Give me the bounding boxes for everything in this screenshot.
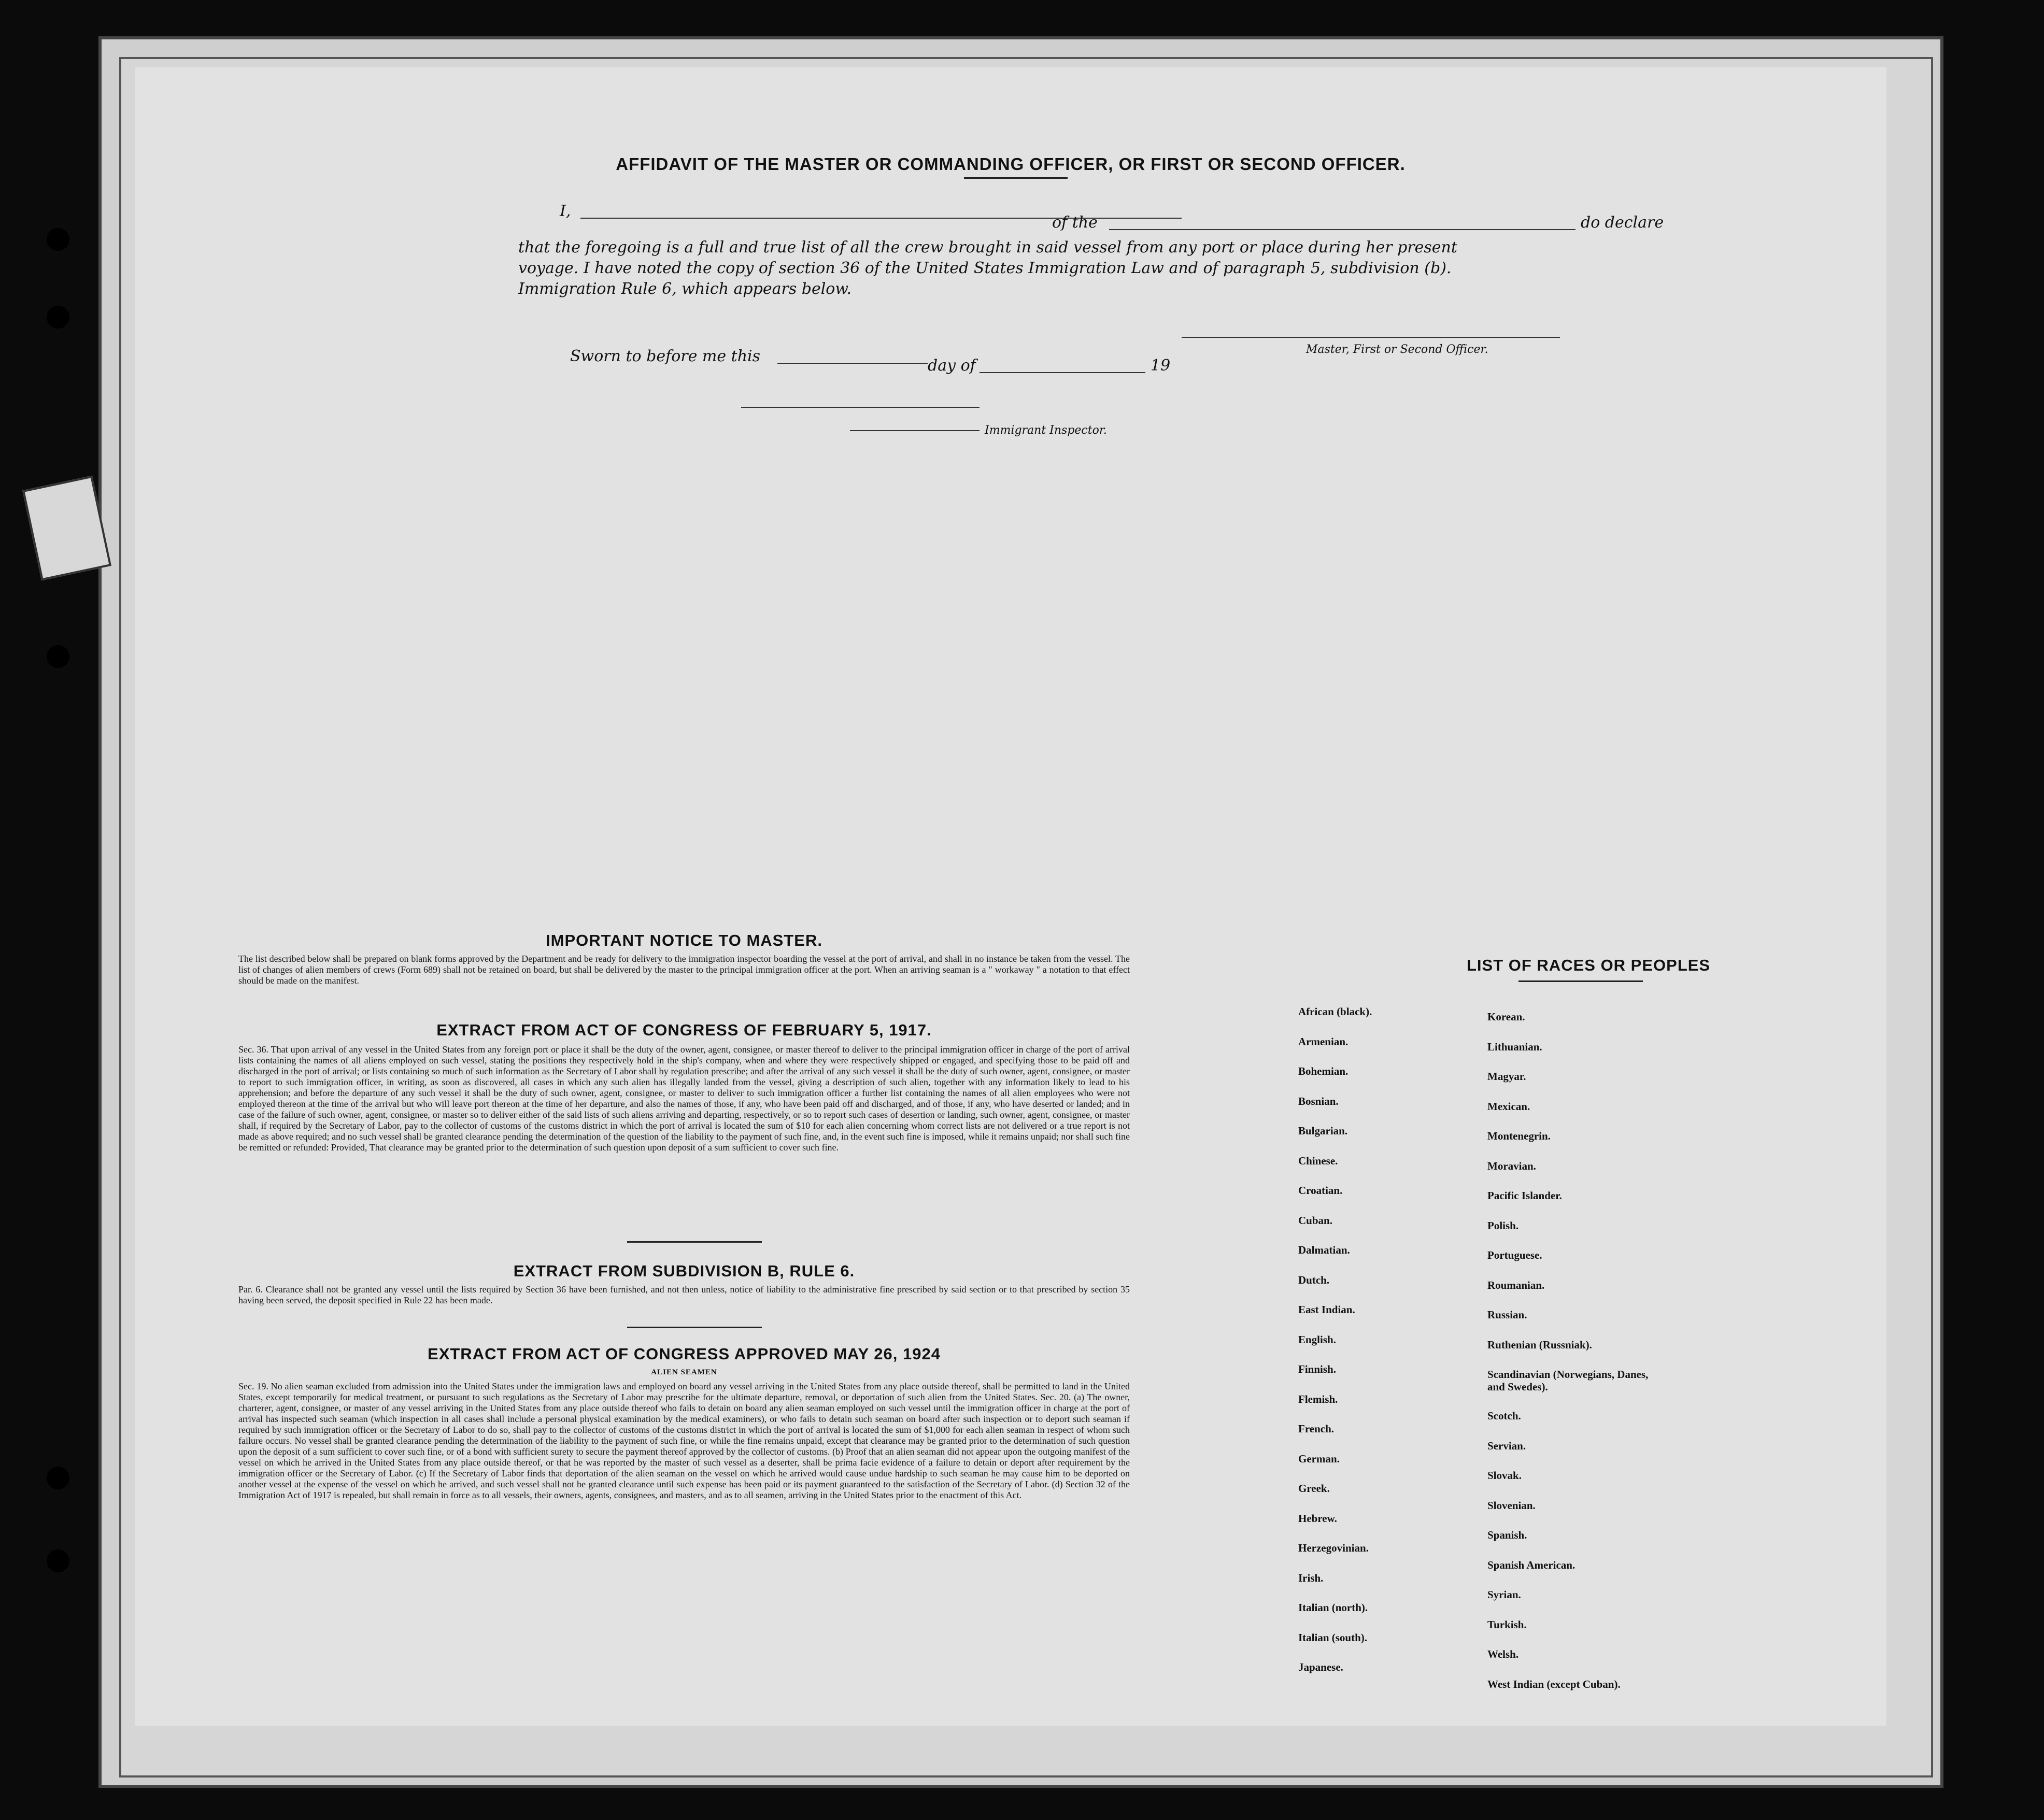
race-item: African (black).: [1298, 1005, 1372, 1018]
race-item: Polish.: [1487, 1219, 1519, 1232]
race-item: Japanese.: [1298, 1661, 1343, 1673]
race-item: Dalmatian.: [1298, 1244, 1350, 1256]
extract-1924-subtitle: ALIEN SEAMEN: [651, 1368, 717, 1376]
race-item: West Indian (except Cuban).: [1487, 1677, 1621, 1690]
race-item: German.: [1298, 1452, 1340, 1465]
race-item: Servian.: [1487, 1439, 1526, 1452]
extract-1924-text: Sec. 19. No alien seaman excluded from admission into the United States under the immigration laws and employed on board any vessel arriving in the United States from any place outside thereof, shall be permitted to land in the United States, except temporarily for medical treatment, or pursuant to such regulations as the Secretary of Labor may prescribe for the ultimate departure, removal, or deportation of such alien from the United States. Sec. 20. (a) The owner, charterer, agent, consignee, or master of any vessel arriving in the United States from any place outside thereof who fails to detain on board any alien seaman employed on such vessel until the immigration officer in charge at the port of arrival has inspected such seaman (which inspection in all cases shall include a personal physical examination by the medical examiners), or who fails to detain such seaman on board after such inspection or to deport such seaman if required by such immigration officer or the Secretary of Labor to do so, shall pay to the collector of customs of the customs district in which the port of arrival is located the sum of $1,000 for each alien seaman in respect of whom such failure occurs. No vessel shall be granted clearance pending the determination of the liability to the payment of such fine, or while the fine remains unpaid, except that clearance may be granted prior to the determination of such question upon the deposit of a sum sufficient to cover such fine, or of a bond with sufficient surety to secure the payment thereof approved by the collector of customs. (b) Proof that an alien seaman did not appear upon the outgoing manifest of the vessel on which he arrived in the United States from any place outside thereof, or that he was reported by the master of such vessel as a deserter, shall be prima facie evidence of a failure to detain or deport after requirement by the immigration officer or the Secretary of Labor. (c) If the Secretary of Labor finds that deportation of the alien seaman on the vessel on which he arrived would cause undue hardship to such seaman he may cause him to be deported on another vessel at the expense of the vessel on which he arrived, and such vessel shall not be granted clearance until such expense has been paid or its payment guaranteed to the satisfaction of the Secretary of Labor. (d) Section 32 of the Immigration Act of 1917 is repealed, but shall remain in force as to all vessels, their owners, agents, consignees, and masters, and as to all seamen, arriving in the United States prior to the enactment of this Act.: [238, 1381, 1130, 1500]
section-rule: [627, 1327, 762, 1328]
day-of-label: day of: [928, 357, 976, 375]
punch-hole: [47, 306, 69, 329]
race-item: Bulgarian.: [1298, 1125, 1348, 1137]
race-item: Portuguese.: [1487, 1249, 1542, 1261]
race-item: Greek.: [1298, 1482, 1330, 1495]
race-item: Spanish American.: [1487, 1558, 1575, 1571]
inspector-line-1[interactable]: [741, 407, 980, 408]
affidavit-title: AFFIDAVIT OF THE MASTER OR COMMANDING OFFICER, OR FIRST OR SECOND OFFICER.: [616, 154, 1406, 174]
race-item: Korean.: [1487, 1011, 1525, 1023]
races-left-column: [1298, 1005, 1372, 1691]
race-item: Montenegrin.: [1487, 1130, 1551, 1142]
races-title: LIST OF RACES OR PEOPLES: [1467, 956, 1711, 974]
inspector-label: Immigrant Inspector.: [985, 424, 1107, 437]
race-item: Flemish.: [1298, 1392, 1338, 1405]
form-page: [135, 67, 1886, 1726]
race-item: Irish.: [1298, 1571, 1324, 1584]
races-right-column: [1487, 1011, 1658, 1708]
affidavit-body-2: voyage. I have noted the copy of section 36 of the United States Immigration Law and of paragraph 5, subdivision (b).: [518, 259, 1452, 277]
race-item: Dutch.: [1298, 1273, 1330, 1286]
affidavit-body-3: Immigration Rule 6, which appears below.: [518, 280, 852, 298]
extract-1924-title: EXTRACT FROM ACT OF CONGRESS APPROVED MAY 26, 1924: [428, 1345, 941, 1363]
race-item: Lithuanian.: [1487, 1040, 1542, 1053]
race-item: Scandinavian (Norwegians, Danes, and Swedes).: [1487, 1368, 1649, 1393]
notice-text: The list described below shall be prepared on blank forms approved by the Department and be ready for delivery to the immigration inspector boarding the vessel at the port of arrival, and shall in no instance be taken from the vessel. The list of changes of alien members of crews (Form 689) shall not be retained on board, but shall be delivered by the master to the principal immigration officer at the port. When an arriving seaman is a " workaway " a notation to that effect should be made on the manifest.: [238, 954, 1130, 986]
race-item: Italian (south).: [1298, 1631, 1368, 1644]
race-item: Mexican.: [1487, 1100, 1530, 1113]
race-item: Moravian.: [1487, 1159, 1536, 1172]
punch-hole: [47, 645, 69, 668]
vessel-line: [1109, 229, 1575, 230]
race-item: East Indian.: [1298, 1303, 1355, 1316]
sworn-day-line[interactable]: [777, 363, 928, 364]
race-item: Russian.: [1487, 1309, 1527, 1321]
race-item: Italian (north).: [1298, 1601, 1368, 1614]
race-item: Ruthenian (Russniak).: [1487, 1338, 1592, 1351]
affidavit-i: I,: [560, 202, 571, 220]
race-item: Bohemian.: [1298, 1065, 1349, 1077]
master-signature-line[interactable]: [1182, 337, 1560, 338]
inspector-line-2[interactable]: [850, 430, 980, 431]
extract-1917-title: EXTRACT FROM ACT OF CONGRESS OF FEBRUARY 5, 1917.: [436, 1021, 932, 1039]
affidavit-declare: do declare: [1581, 214, 1664, 232]
race-item: Cuban.: [1298, 1214, 1332, 1227]
sworn-label: Sworn to before me this: [570, 347, 761, 365]
race-item: Turkish.: [1487, 1618, 1527, 1631]
extract-1917-text: Sec. 36. That upon arrival of any vessel in the United States from any foreign port or place it shall be the duty of the owner, agent, consignee, or master thereof to deliver to the principal immigration officer in charge of the port of arrival lists containing the names of all aliens employed on such vessel, stating the positions they respectively hold in the ship's company, when and where they were respectively shipped or engaged, and specifying those to be paid off and discharged in the port of arrival; or lists containing so much of such information as the Secretary of Labor shall by regulation prescribe; and after the arrival of any such vessel it shall be the duty of such owner, agent, consignee, or master to report to such immigration officer, in writing, as soon as discovered, all cases in which any such alien has illegally landed from the vessel, giving a description of such alien, together with any information likely to lead to his apprehension; and before the departure of any such vessel it shall be the duty of such owner, agent, consignee, or master to deliver to such immigration officer a further list containing the names of all alien employees who were not employed thereon at the time of the arrival but who will leave port thereon at the time of her departure, and also the names of those, if any, who have been paid off and discharged, and of those, if any, who have deserted or landed; and in case of the failure of such owner, agent, consignee, or master so to deliver either of the said lists of such aliens arriving and departing, respectively, or so to report such cases of desertion or landing, such owner, agent, consignee, or master shall, if required by the Secretary of Labor, pay to the collector of customs of the customs district in which the port of arrival is located the sum of $10 for each alien concerning whom correct lists are not delivered or a true report is not made as above required; and no such vessel shall be granted clearance pending the determination of the question of the liability to the payment of such fine, and, in the event such fine is imposed, while it remains unpaid; nor shall such fine be remitted or refunded: Provided, That clearance may be granted prior to the determination of such question upon deposit of a sum sufficient to cover such fine.: [238, 1044, 1130, 1153]
race-item: Roumanian.: [1487, 1278, 1545, 1291]
rule6-title: EXTRACT FROM SUBDIVISION B, RULE 6.: [513, 1262, 855, 1280]
punch-hole: [47, 1549, 69, 1572]
race-item: Croatian.: [1298, 1184, 1343, 1197]
race-item: English.: [1298, 1333, 1336, 1346]
race-item: Magyar.: [1487, 1070, 1526, 1083]
race-item: Welsh.: [1487, 1648, 1519, 1660]
race-item: French.: [1298, 1423, 1335, 1435]
race-item: Syrian.: [1487, 1588, 1521, 1601]
race-item: Scotch.: [1487, 1410, 1521, 1422]
punch-hole: [47, 228, 69, 251]
master-signature-label: Master, First or Second Officer.: [1306, 343, 1488, 356]
affidavit-of-the: of the: [1052, 214, 1098, 232]
races-rule: [1518, 980, 1643, 982]
race-item: Armenian.: [1298, 1035, 1349, 1048]
race-item: Herzegovinian.: [1298, 1542, 1369, 1554]
title-rule: [964, 177, 1068, 179]
race-item: Pacific Islander.: [1487, 1189, 1562, 1202]
race-item: Slovak.: [1487, 1469, 1522, 1482]
punch-hole: [47, 1467, 69, 1489]
section-rule: [627, 1241, 762, 1243]
race-item: Spanish.: [1487, 1529, 1527, 1541]
sworn-month-line[interactable]: [980, 372, 1145, 373]
rule6-text: Par. 6. Clearance shall not be granted any vessel until the lists required by Section 36 have been furnished, and not then unless, notice of liability to the administrative fine prescribed by said section or to that prescribed by section 35 having been served, the deposit specified in Rule 22 has been made.: [238, 1284, 1130, 1305]
race-item: Slovenian.: [1487, 1499, 1536, 1512]
year-label: 19: [1151, 357, 1171, 375]
race-item: Chinese.: [1298, 1154, 1338, 1167]
race-item: Hebrew.: [1298, 1512, 1337, 1525]
notice-title: IMPORTANT NOTICE TO MASTER.: [546, 931, 822, 949]
race-item: Bosnian.: [1298, 1094, 1339, 1107]
race-item: Finnish.: [1298, 1363, 1336, 1375]
affidavit-body-1: that the foregoing is a full and true list of all the crew brought in said vessel from any port or place during her present: [518, 238, 1457, 257]
